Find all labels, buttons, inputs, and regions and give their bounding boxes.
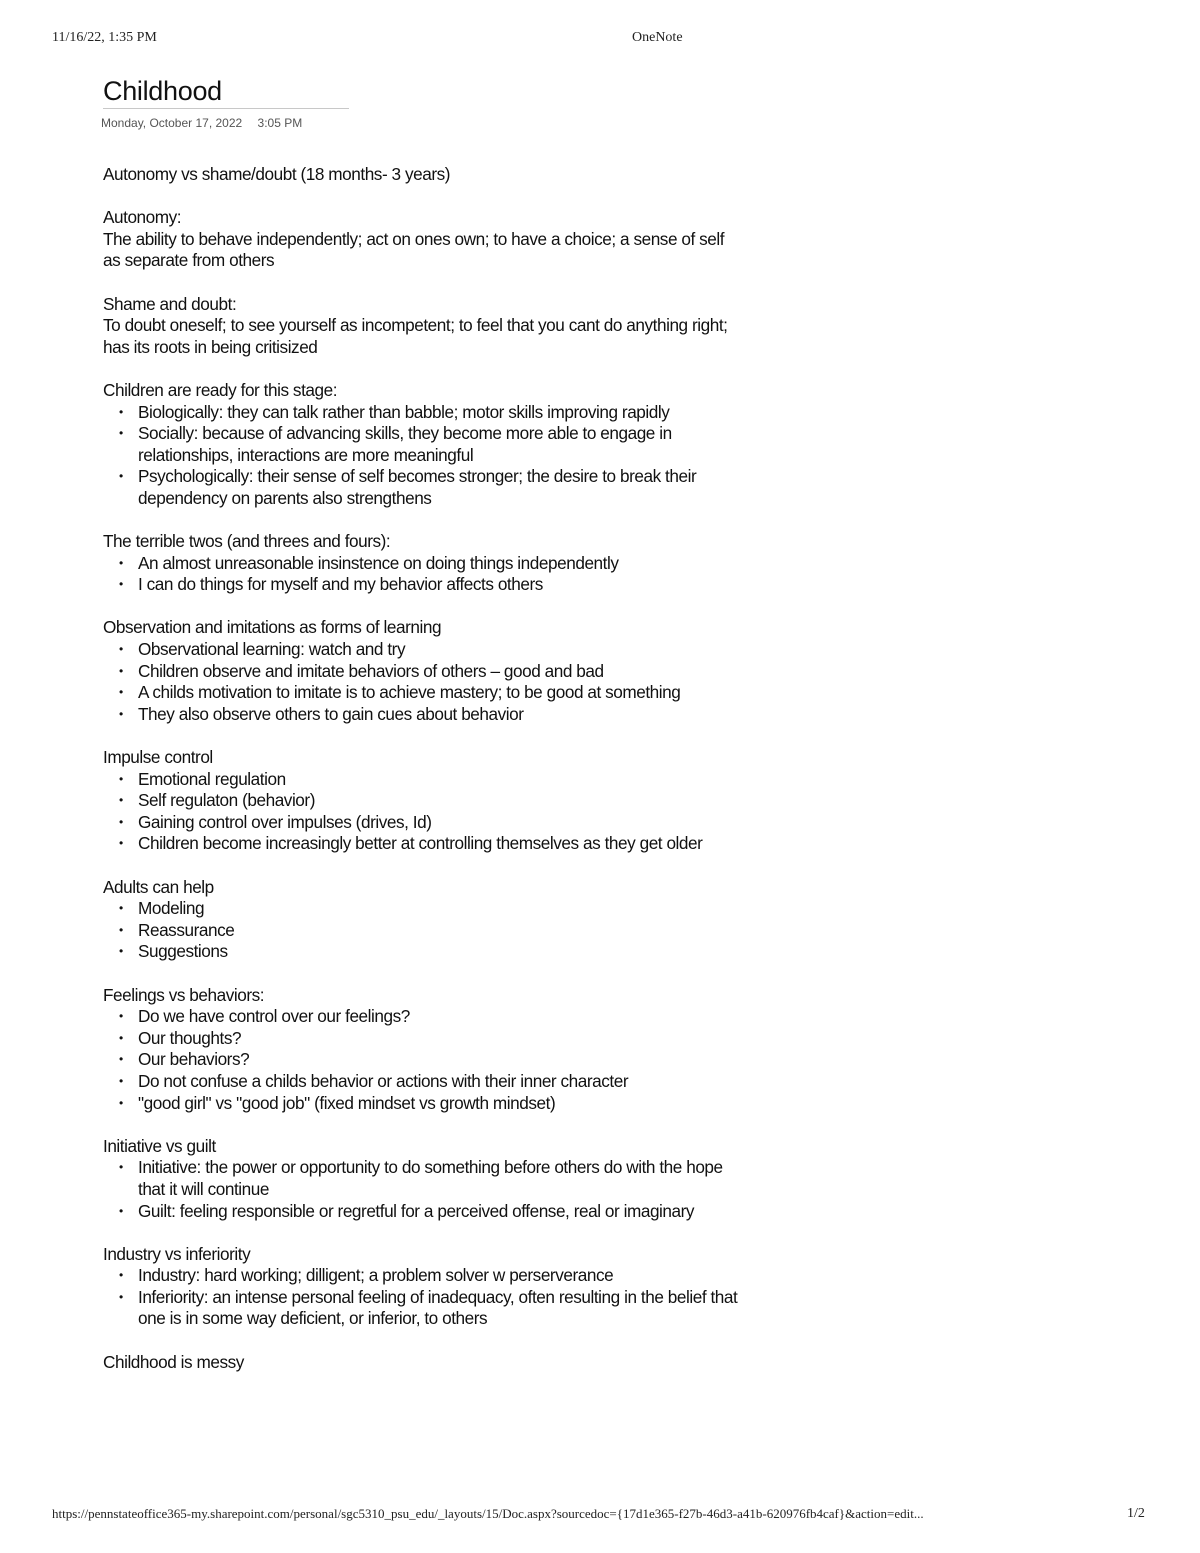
list-item: • Observational learning: watch and try bbox=[103, 639, 743, 661]
bullet-list bbox=[103, 769, 743, 855]
list-item: • Initiative: the power or opportunity to do something before others do with the hope that it will continue bbox=[103, 1157, 743, 1200]
definition-heading: Autonomy: bbox=[103, 207, 182, 228]
section-block bbox=[103, 531, 743, 596]
list-item: • They also observe others to gain cues about behavior bbox=[103, 704, 743, 726]
print-app-name: OneNote bbox=[632, 30, 683, 45]
list-item: • Children become increasingly better at controlling themselves as they get older bbox=[103, 833, 743, 855]
section-block bbox=[103, 1136, 743, 1222]
bullet-list bbox=[103, 639, 743, 725]
list-item: • Inferiority: an intense personal feeling of inadequacy, often resulting in the belief that one is in some way deficient, or inferior, to others bbox=[103, 1287, 743, 1330]
section-heading: Feelings vs behaviors: bbox=[103, 984, 265, 1005]
section-heading: Industry vs inferiority bbox=[103, 1243, 251, 1264]
print-date: 11/16/22, 1:35 PM bbox=[52, 30, 157, 45]
bullet-list bbox=[103, 1006, 743, 1114]
bullet-list bbox=[103, 553, 743, 596]
section-heading: Children are ready for this stage: bbox=[103, 379, 338, 400]
list-item: • I can do things for myself and my behavior affects others bbox=[103, 574, 743, 596]
definition-text: The ability to behave independently; act on ones own; to have a choice; a sense of self as separate from others bbox=[103, 228, 725, 271]
list-item: • Do not confuse a childs behavior or actions with their inner character bbox=[103, 1071, 743, 1093]
list-item: • Our behaviors? bbox=[103, 1049, 743, 1071]
definition-text: To doubt oneself; to see yourself as incompetent; to feel that you cant do anything right; has its roots in being critisized bbox=[103, 315, 728, 357]
section-heading: Initiative vs guilt bbox=[103, 1135, 216, 1156]
section-block bbox=[103, 747, 743, 855]
list-item: • Modeling bbox=[103, 898, 743, 920]
definition-block bbox=[103, 294, 743, 359]
list-item: • Emotional regulation bbox=[103, 769, 743, 791]
note-page bbox=[103, 74, 743, 1395]
list-item: • An almost unreasonable insinstence on doing things independently bbox=[103, 553, 743, 575]
list-item: • Our thoughts? bbox=[103, 1028, 743, 1050]
section-block bbox=[103, 877, 743, 963]
section-heading: The terrible twos (and threes and fours): bbox=[103, 531, 391, 552]
intro-line: Autonomy vs shame/doubt (18 months- 3 years) bbox=[103, 164, 451, 184]
list-item: • Biologically: they can talk rather than babble; motor skills improving rapidly bbox=[103, 402, 743, 424]
bullet-list bbox=[103, 1157, 743, 1222]
section-block bbox=[103, 1244, 743, 1330]
closing-line: Childhood is messy bbox=[103, 1351, 244, 1372]
section-heading: Impulse control bbox=[103, 747, 213, 768]
definition-heading: Shame and doubt: bbox=[103, 293, 237, 314]
list-item: • Industry: hard working; dilligent; a problem solver w perserverance bbox=[103, 1265, 743, 1287]
list-item: • Psychologically: their sense of self becomes stronger; the desire to break their dependency on parents also strengthens bbox=[103, 466, 743, 509]
list-item: • Reassurance bbox=[103, 920, 743, 942]
page-number: 1/2 bbox=[1127, 1506, 1145, 1521]
list-item: • Socially: because of advancing skills, they become more able to engage in relationships, interactions are more meaningful bbox=[103, 423, 743, 466]
bullet-list bbox=[103, 402, 743, 510]
section-block bbox=[103, 380, 743, 510]
list-item: • A childs motivation to imitate is to achieve mastery; to be good at something bbox=[103, 682, 743, 704]
bullet-list bbox=[103, 1265, 743, 1330]
list-item: • Suggestions bbox=[103, 941, 743, 963]
print-url: https://pennstateoffice365-my.sharepoint.com/personal/sgc5310_psu_edu/_layouts/15/Doc.aspx?sourcedoc={17d1e365-f27b-46d3-a41b-620976fb4caf}&action=edit... bbox=[52, 1506, 924, 1521]
list-item: • Guilt: feeling responsible or regretful for a perceived offense, real or imaginary bbox=[103, 1201, 743, 1223]
page-title: Childhood bbox=[103, 76, 222, 106]
section-heading: Adults can help bbox=[103, 876, 214, 897]
list-item: • Gaining control over impulses (drives, Id) bbox=[103, 812, 743, 834]
definition-block bbox=[103, 207, 743, 272]
note-time: 3:05 PM bbox=[257, 116, 303, 130]
note-timestamp bbox=[101, 116, 743, 130]
title-underline bbox=[103, 108, 349, 109]
list-item: • Self regulaton (behavior) bbox=[103, 790, 743, 812]
section-block bbox=[103, 985, 743, 1115]
bullet-list bbox=[103, 898, 743, 963]
list-item: • Do we have control over our feelings? bbox=[103, 1006, 743, 1028]
list-item: • "good girl" vs "good job" (fixed mindset vs growth mindset) bbox=[103, 1093, 743, 1115]
list-item: • Children observe and imitate behaviors of others – good and bad bbox=[103, 661, 743, 683]
note-date: Monday, October 17, 2022 bbox=[101, 116, 243, 130]
section-block bbox=[103, 617, 743, 725]
note-body bbox=[103, 164, 743, 1373]
section-heading: Observation and imitations as forms of learning bbox=[103, 617, 442, 638]
